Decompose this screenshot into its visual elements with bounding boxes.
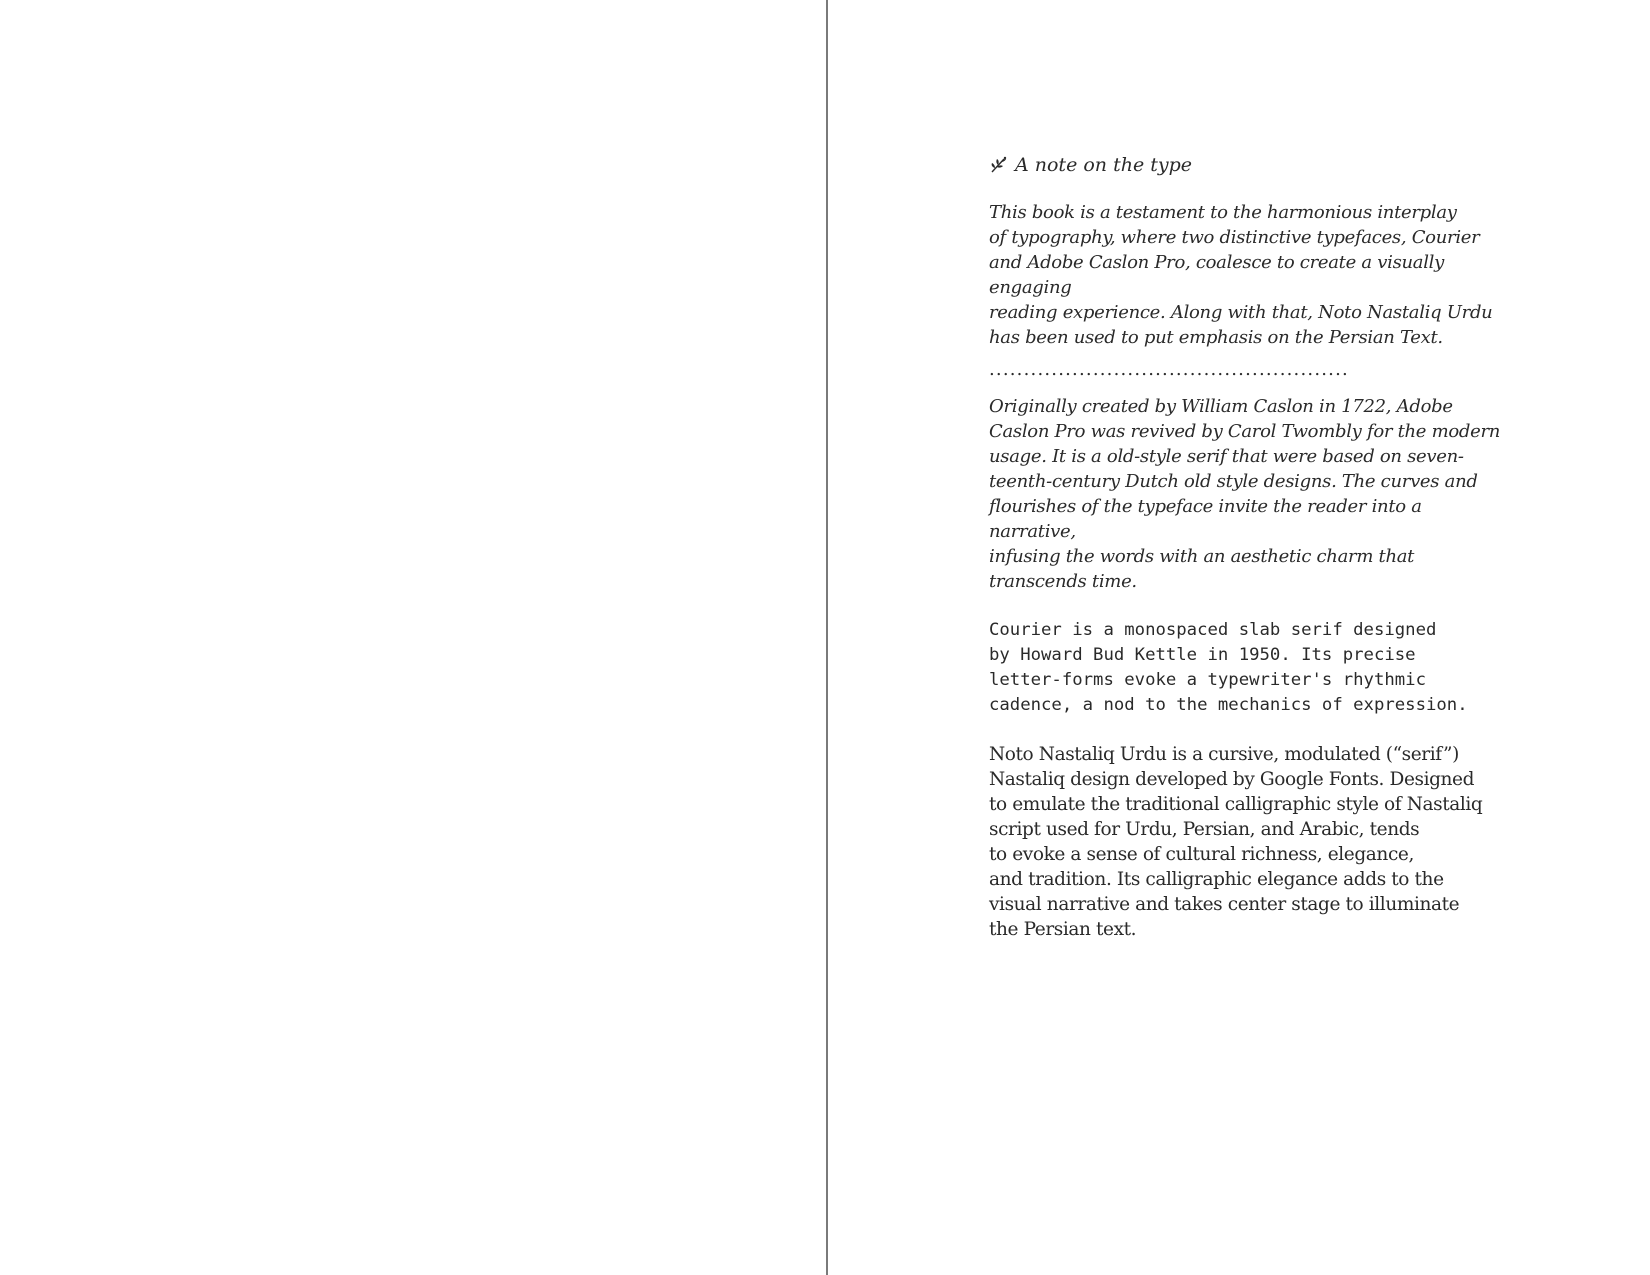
courier-paragraph: Courier is a monospaced slab serif designed by Howard Bud Kettle in 1950. Its precise letter-forms evoke a typewriter's rhythmic cadence, a nod to the mechanics of expression. [989,620,1468,715]
fleuron-icon [989,155,1009,175]
heading-text: A note on the type [1015,154,1193,176]
nastaliq-paragraph: Noto Nastaliq Urdu is a cursive, modulated (“serif”) Nastaliq design developed by Google Fonts. Designed to emulate the traditional calligraphic style of Nastaliq script used for Urdu, Persian, and Arabic, tends to evoke a sense of cultural richness, elegance, and tradition. Its calligraphic elegance adds to the visual narrative and takes center stage to illuminate the Persian text. [989,744,1483,940]
intro-paragraph: This book is a testament to the harmonious interplay of typography, where two distinctive typefaces, Courier and Adobe Caslon Pro, coalesce to create a visually engaging reading experience. Along with that, Noto Nastaliq Urdu has been used to put emphasis on the Persian Text. [989,202,1493,348]
type-note-section [989,152,1509,942]
caslon-paragraph: Originally created by William Caslon in 1722, Adobe Caslon Pro was revived by Carol Twombly for the modern usage. It is a old-style serif that were based on seven- teenth-century Dutch old style designs. The curves and flourishes of the typeface invite the reader into a narrative, infusing the words with an aesthetic charm that transcends time. [989,396,1501,592]
dotted-separator: .................................................... [989,360,1349,380]
section-heading [989,152,1509,178]
